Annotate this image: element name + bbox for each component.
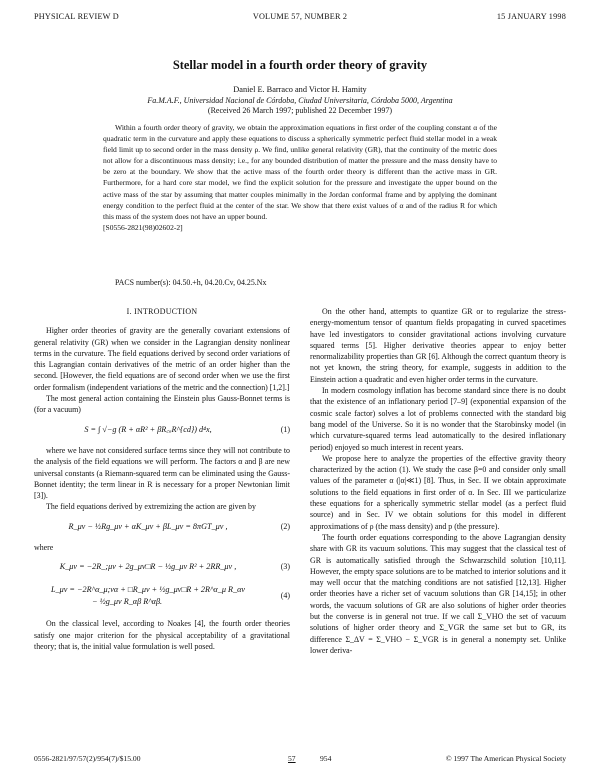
paragraph: Higher order theories of gravity are the generally covariant extensions of general relativity (GR) when we consider in the Lagrangian density nonlinear terms in the curvature. The field equations derived by second order variations of this Lagrangian contain derivatives of the metric of an order higher than the second. [However, the field equations are of second order when we use the first order formalism (independent variations of the metric and the connection) [1,2].] — [34, 326, 290, 392]
journal-name: PHYSICAL REVIEW D — [34, 12, 119, 21]
pacs-numbers: PACS number(s): 04.50.+h, 04.20.Cv, 04.25.Nx — [115, 278, 267, 287]
equation-body: S = ∫ √−g (R + αR² + βR꜀ₐR^{cd}) d⁴x, — [84, 424, 212, 434]
section-heading: I. INTRODUCTION — [126, 307, 198, 316]
left-column — [34, 306, 290, 652]
paragraph-where: where — [34, 543, 54, 553]
equation-4 — [34, 583, 290, 609]
paragraph: We propose here to analyze the properties of the effective gravity theory characterized by the action (1). We study the case β=0 and consider only small values of the parameter α (|α|≪1) [8]. Thus, in Sec. II we obtain approximate solutions to the field equations in first order of α. In Sec. III we particularize these equations for a spherically symmetric stellar model (as a perfect fluid source) and in Sec. IV we obtain solutions for this model in different approximations of ρ (the mass density) and p (the pressure). — [310, 453, 566, 531]
paragraph: On the classical level, according to Noakes [4], the fourth order theories satisfy one major criterion for the physical acceptability of a gravitational theory; that is, the initial value formulation is well posed. — [34, 619, 290, 651]
equation-number: (4) — [280, 590, 290, 600]
volume-number: VOLUME 57, NUMBER 2 — [252, 12, 348, 21]
right-column — [310, 306, 566, 656]
article-title: Stellar model in a fourth order theory of gravity — [172, 58, 428, 72]
abstract — [103, 122, 497, 233]
issue-date: 15 JANUARY 1998 — [496, 12, 566, 21]
running-header — [34, 12, 566, 26]
equation-number: (1) — [280, 424, 290, 434]
footer-volume: 57 — [288, 754, 296, 763]
paragraph: The fourth order equations corresponding to the above Lagrangian density share with GR its vacuum solutions. This may suggest that the classical test of GR is automatically satisfied through the Schwarzschild solution [10,11]. However, the empty space solutions are to be matched to interior solutions and it may well occur that the matching conditions are not satisfied [12,13]. Higher order theories have a richer set of vacuum solutions than GR [14,15]; in other words, the vacuum solutions of GR are also solutions of higher order theories but the converse is in general not true. If we call Σ_VHO the set of vacuum solutions of higher order theory and Σ_VGR the same set but to GR, its difference Σ_ΔV = Σ_VHO − Σ_VGR is in general a nonempty set. Unlike lower deriva- — [310, 532, 566, 655]
copyright: © 1997 The American Physical Society — [445, 754, 566, 763]
author-list: Daniel E. Barraco and Victor H. Hamity — [233, 85, 367, 94]
page-number: 954 — [320, 754, 332, 763]
paragraph: where we have not considered surface terms since they will not contribute to the analysis of the field equations we will perform. The factors α and β are new universal constants (a Riemann-squared term can be eliminated using the Gauss-Bonnet identity; the term linear in R is necessary for a proper Newtonian limit [3]). — [34, 445, 290, 501]
paragraph: On the other hand, attempts to quantize GR or to regularize the stress-energy-momentum tensor of quantum fields propagating in curved spacetimes have led investigators to consider gravitational actions involving curvature squared terms [5]. Higher derivative theories appear to enjoy better renormalizability properties than GR [6]. Although the correct quantum theory is not yet known, the string theory, for example, suggests in addition to the Einstein action a quadratic and even higher order terms in the curvature. — [310, 307, 566, 384]
equation-line: − ½g_μν R_αβ R^αβ. — [92, 596, 163, 606]
equation-3 — [34, 561, 290, 572]
equation-body: R_μν − ½Rg_μν + αK_μν + βL_μν = 8πGT_μν , — [68, 521, 228, 531]
paragraph: The field equations derived by extremizing the action are given by — [46, 502, 256, 512]
abstract-identifier: [S0556-2821(98)02602-2] — [103, 222, 183, 232]
equation-body — [34, 583, 262, 609]
received-dates: (Received 26 March 1997; published 22 December 1997) — [207, 106, 393, 115]
affiliation: Fa.M.A.F., Universidad Nacional de Córdoba, Ciudad Universitaria, Córdoba 5000, Argentina — [147, 96, 453, 105]
page-footer — [34, 754, 566, 766]
equation-body: K_μν = −2R_;μν + 2g_μν□R − ½g_μν R² + 2RR_μν , — [59, 562, 237, 572]
equation-line: L_μν = −2R^α_μ;να + □R_μν + ½g_μν□R + 2R^α_μ R_αν — [50, 584, 246, 594]
paragraph: The most general action containing the Einstein plus Gauss-Bonnet terms is (for a vacuum) — [34, 394, 290, 415]
equation-number: (3) — [280, 562, 290, 572]
equation-number: (2) — [280, 521, 290, 531]
paragraph: In modern cosmology inflation has become standard since there is no doubt that the existence of an inflationary period [7–9] (exponential expansion of the cosmic scale factor) solves a lot of problems connected with the standard big bang model of the Universe. So it is no wonder that the Starobinsky model (in which curvature-squared terms lead automatically to the desired inflationary period) enjoyed so much interest in recent years. — [310, 386, 566, 452]
equation-2 — [34, 521, 290, 532]
abstract-text: Within a fourth order theory of gravity, we obtain the approximation equations in first order of the coupling constant α of the quadratic term in the curvature and apply these equations to discuss a spherically symmetric perfect fluid stellar model in a weak field limit up to second order in the mass density ρ. We find, unlike general relativity (GR), that the continuity of the metric does not allow for a discontinuous mass density; i.e., for any bounded distribution of matter the pressure and the mass density have to be zero at the boundary. We show that the active mass of the fourth order theory is different than the active mass in GR. Furthermore, for a hard core star model, we find the explicit solution for the pressure and investigate the upper bound on the active mass of the star by assuming that matter couples minimally in the Jordan conformal frame and by applying the dominant energy condition to the perfect fluid at the center of the star. We show that there exist values of α and of the radius R for which this mass of the system does not have an upper bound. — [103, 123, 497, 221]
equation-1 — [34, 424, 290, 435]
article-code: 0556-2821/97/57(2)/954(7)/$15.00 — [34, 754, 141, 763]
